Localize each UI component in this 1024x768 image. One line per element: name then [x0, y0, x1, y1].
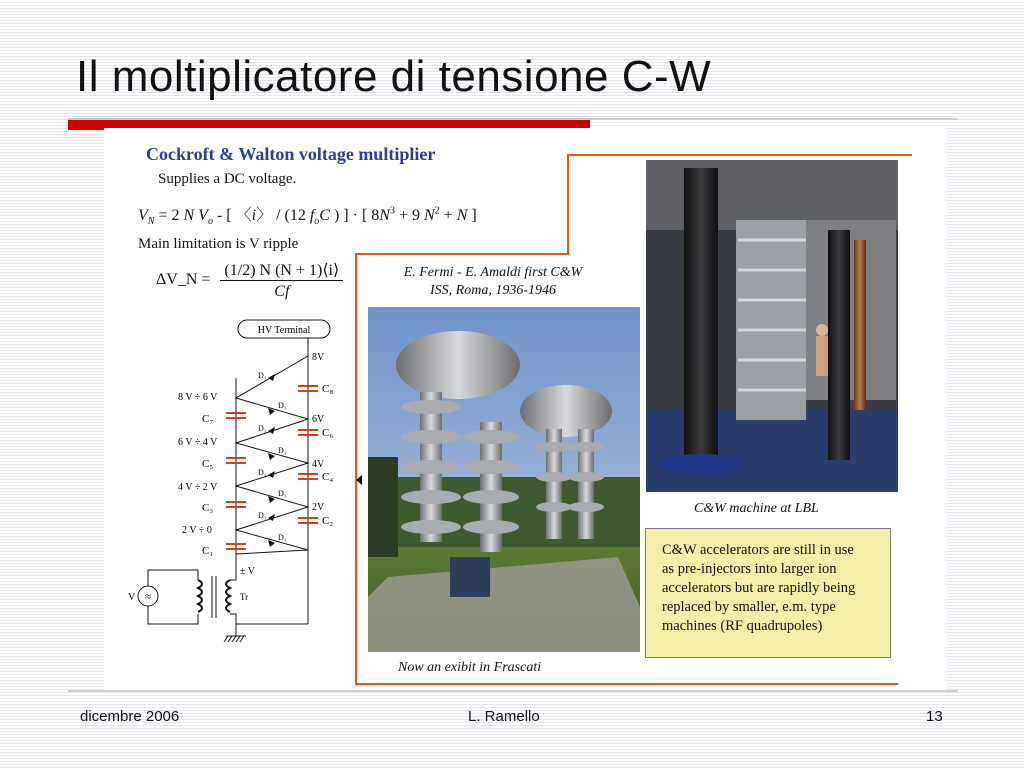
diode-label: D₁	[258, 371, 267, 380]
diode-label: D₁	[258, 468, 267, 477]
ground-icon	[224, 636, 246, 642]
capacitor-label: C₄	[322, 471, 334, 483]
footer-author: L. Ramello	[468, 708, 540, 725]
diagram-heading: Cockroft & Walton voltage multiplier	[146, 144, 436, 164]
ac-source-symbol: ≈	[144, 591, 152, 603]
diode-label: D₁	[258, 424, 267, 433]
fermi-caption-line: E. Fermi - E. Amaldi first C&W	[403, 265, 583, 280]
diode-label: D₁	[278, 446, 287, 455]
capacitor-label: C₇	[202, 413, 214, 425]
pm-voltage: ± V	[240, 566, 256, 577]
stage-voltage: 2 V ÷ 0	[182, 525, 212, 536]
footer-divider	[68, 690, 958, 692]
capacitor-label: C₆	[322, 427, 334, 439]
capacitor-label: C₈	[322, 383, 334, 395]
fermi-footer-caption: Now an exibit in Frascati	[398, 660, 542, 675]
hv-terminal-label: HV Terminal	[257, 325, 311, 336]
node-voltage: 2V	[312, 502, 325, 513]
ripple-fraction	[220, 260, 343, 301]
diode-label: D₁	[278, 489, 287, 498]
note-line: replaced by smaller, e.m. type	[662, 599, 836, 615]
capacitor-label: C₁	[202, 545, 214, 557]
capacitor-label: C₅	[202, 458, 214, 470]
note-line: C&W accelerators are still in use	[662, 542, 854, 558]
slide-title: Il moltiplicatore di tensione C-W	[76, 52, 712, 101]
lbl-caption: C&W machine at LBL	[694, 501, 819, 516]
voltage-equation: $V_N = 2$ N $V_o$ - [ 〈i〉 / (12 $f_oC$ ) ] · [ $8N^3 + 9$ $N^2 + N$ ]	[138, 205, 477, 228]
footer-page-number: 13	[926, 708, 943, 725]
ripple-lhs: ΔV_N =	[156, 271, 211, 289]
capacitor-label: C₂	[322, 515, 334, 527]
node-voltage: 4V	[312, 459, 325, 470]
fermi-caption-line: ISS, Roma, 1936-1946	[430, 283, 556, 298]
source-label: V	[128, 592, 136, 603]
fermi-caption	[380, 264, 606, 300]
footer-date: dicembre 2006	[80, 708, 180, 725]
cw-circuit-diagram	[118, 318, 358, 648]
ripple-denominator: Cf	[274, 283, 290, 300]
diagram-subheading: Supplies a DC voltage.	[158, 171, 297, 187]
note-line: accelerators but are rapidly being	[662, 580, 856, 596]
node-voltage: 8V	[312, 352, 325, 363]
lbl-machine-photo	[646, 160, 898, 492]
transformer-icon	[198, 576, 230, 618]
capacitor-label: C₃	[202, 502, 214, 514]
note-line: as pre-injectors into larger ion	[662, 561, 837, 577]
fermi-accelerator-photo	[368, 307, 640, 652]
diode-label: D₁	[278, 401, 287, 410]
content-image	[104, 128, 946, 690]
ripple-numerator: (1/2) N (N + 1)⟨i⟩	[220, 260, 343, 281]
accelerator-note	[645, 528, 891, 658]
limitation-text: Main limitation is V ripple	[138, 236, 299, 252]
stage-voltage: 6 V ÷ 4 V	[178, 437, 218, 448]
ripple-equation	[156, 260, 343, 301]
stage-voltage: 8 V ÷ 6 V	[178, 392, 218, 403]
note-line: machines (RF quadrupoles)	[662, 618, 823, 634]
transformer-label: Tr	[240, 592, 249, 602]
node-voltage: 6V	[312, 414, 325, 425]
stage-voltage: 4 V ÷ 2 V	[178, 482, 218, 493]
diode-label: D₁	[258, 511, 267, 520]
diode-label: D₁	[278, 533, 287, 542]
